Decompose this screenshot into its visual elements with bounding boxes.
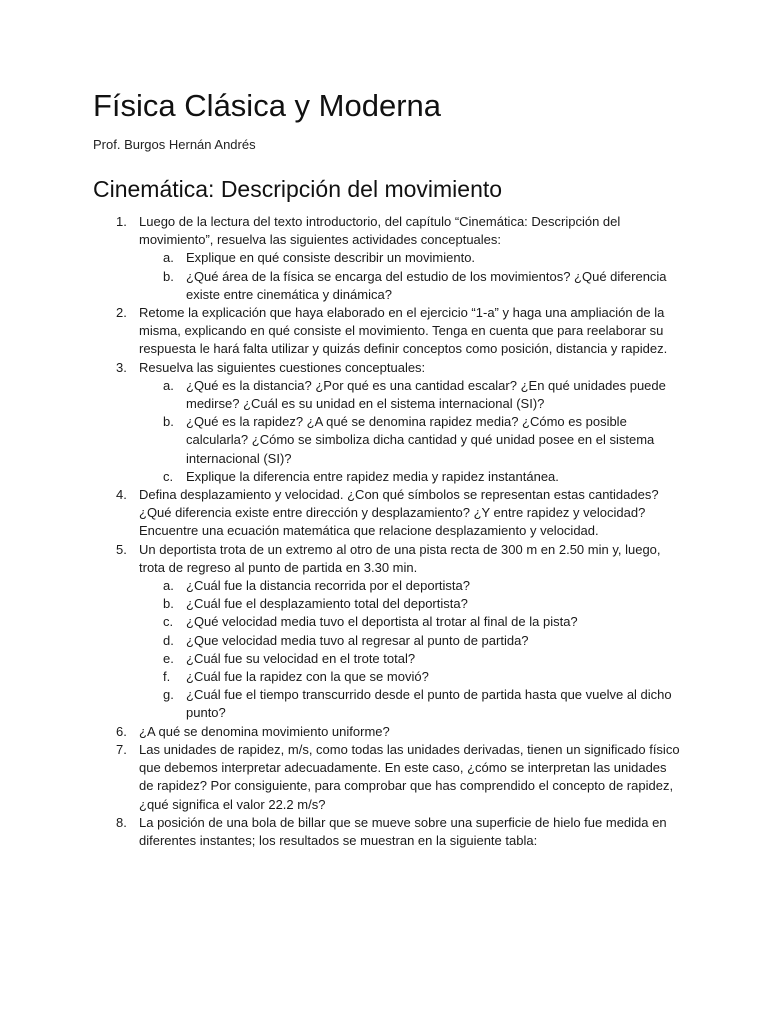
sub-question-text: ¿Cuál fue la distancia recorrida por el deportista? [186, 578, 470, 594]
question-item [93, 741, 683, 814]
sub-question-letter: a. [163, 578, 174, 594]
sub-question-text: Explique en qué consiste describir un movimiento. [186, 250, 476, 266]
question-number: 4. [116, 487, 127, 503]
question-item [93, 814, 683, 850]
section-heading: Cinemática: Descripción del movimiento [93, 176, 503, 202]
sub-question-letter: a. [163, 377, 174, 393]
sub-question-letter: b. [163, 268, 174, 284]
sub-question-letter: a. [163, 250, 174, 266]
question-item [93, 541, 683, 723]
sub-question-text: ¿Qué es la rapidez? ¿A qué se denomina rapidez media? ¿Cómo es posible calcularla? ¿Cómo se simboliza dicha cantidad y qué unidad posee en el sistema internacional (SI)? [186, 414, 655, 466]
sub-question-text: ¿Cuál fue el tiempo transcurrido desde el punto de partida hasta que vuelve al dicho punto? [186, 687, 672, 721]
sub-question-text: ¿Cuál fue el desplazamiento total del deportista? [186, 596, 468, 612]
sub-question-item [139, 613, 683, 631]
sub-question-text: Explique la diferencia entre rapidez media y rapidez instantánea. [186, 468, 559, 484]
sub-question-letter: b. [163, 596, 174, 612]
sub-question-list [139, 577, 683, 723]
question-text: Retome la explicación que haya elaborado en el ejercicio “1-a” y haga una ampliación de la misma, explicando en qué consiste el movimiento. Tenga en cuenta que para reelaborar su respuesta le hará falta utilizar y quizás definir conceptos como posición, distancia y rapidez. [139, 305, 668, 357]
question-item [93, 723, 683, 741]
sub-question-letter: g. [163, 687, 174, 703]
sub-question-list [139, 377, 683, 486]
author-line: Prof. Burgos Hernán Andrés [93, 137, 256, 152]
question-number: 8. [116, 814, 127, 830]
sub-question-item [139, 632, 683, 650]
question-text: ¿A qué se denomina movimiento uniforme? [139, 723, 390, 739]
sub-question-text: ¿Qué es la distancia? ¿Por qué es una cantidad escalar? ¿En qué unidades puede medirse? ¿Cuál es su unidad en el sistema internacional (SI)? [186, 377, 666, 412]
sub-question-letter: d. [163, 632, 174, 648]
question-text: Defina desplazamiento y velocidad. ¿Con qué símbolos se representan estas cantidades? ¿Qué diferencia existe entre dirección y desplazamiento? ¿Y entre rapidez y velocidad? Encuentre una ecuación matemática que relacione desplazamiento y velocidad. [139, 487, 659, 539]
question-text: Resuelva las siguientes cuestiones conceptuales: [139, 359, 426, 375]
sub-question-item [139, 577, 683, 595]
sub-question-item [139, 650, 683, 668]
document-page [93, 86, 683, 850]
sub-question-letter: e. [163, 650, 174, 666]
question-text: Las unidades de rapidez, m/s, como todas las unidades derivadas, tienen un significado físico que debemos interpretar adecuadamente. En este caso, ¿cómo se interpretan las unidades de rapidez? Por consiguiente, para comprobar que has comprendido el concepto de rapidez, ¿qué significa el valor 22.2 m/s? [139, 741, 680, 812]
sub-question-text: ¿Cuál fue su velocidad en el trote total? [186, 650, 416, 666]
sub-question-item [139, 249, 683, 267]
question-item [93, 213, 683, 304]
question-text: La posición de una bola de billar que se mueve sobre una superficie de hielo fue medida en diferentes instantes; los resultados se muestran en la siguiente tabla: [139, 814, 667, 848]
question-number: 7. [116, 741, 127, 757]
question-number: 6. [116, 723, 127, 739]
sub-question-item [139, 668, 683, 686]
question-number: 3. [116, 359, 127, 375]
question-list [93, 213, 683, 850]
sub-question-item [139, 595, 683, 613]
sub-question-item [139, 268, 683, 304]
question-number: 1. [116, 214, 127, 229]
question-item [93, 304, 683, 359]
document-title: Física Clásica y Moderna [93, 88, 442, 123]
sub-question-text: ¿Qué velocidad media tuvo el deportista al trotar al final de la pista? [186, 614, 578, 630]
sub-question-text: ¿Que velocidad media tuvo al regresar al punto de partida? [186, 632, 529, 648]
sub-question-item [139, 468, 683, 486]
question-text: Luego de la lectura del texto introductorio, del capítulo “Cinemática: Descripción del movimiento”, resuelva las siguientes actividades conceptuales: [139, 214, 621, 248]
sub-question-list [139, 249, 683, 304]
sub-question-text: ¿Cuál fue la rapidez con la que se movió? [186, 669, 429, 685]
question-number: 5. [116, 541, 127, 557]
sub-question-item [139, 377, 683, 413]
question-text: Un deportista trota de un extremo al otro de una pista recta de 300 m en 2.50 min y, luego, trota de regreso al punto de partida en 3.30 min. [139, 541, 661, 575]
question-item [93, 486, 683, 541]
sub-question-letter: c. [163, 614, 174, 630]
sub-question-text: ¿Qué área de la física se encarga del estudio de los movimientos? ¿Qué diferencia existe entre cinemática y dinámica? [186, 268, 667, 302]
sub-question-letter: f. [163, 669, 171, 685]
question-item [93, 359, 683, 486]
sub-question-letter: c. [163, 468, 174, 484]
sub-question-letter: b. [163, 414, 174, 430]
question-number: 2. [116, 305, 127, 321]
sub-question-item [139, 686, 683, 722]
sub-question-item [139, 413, 683, 468]
